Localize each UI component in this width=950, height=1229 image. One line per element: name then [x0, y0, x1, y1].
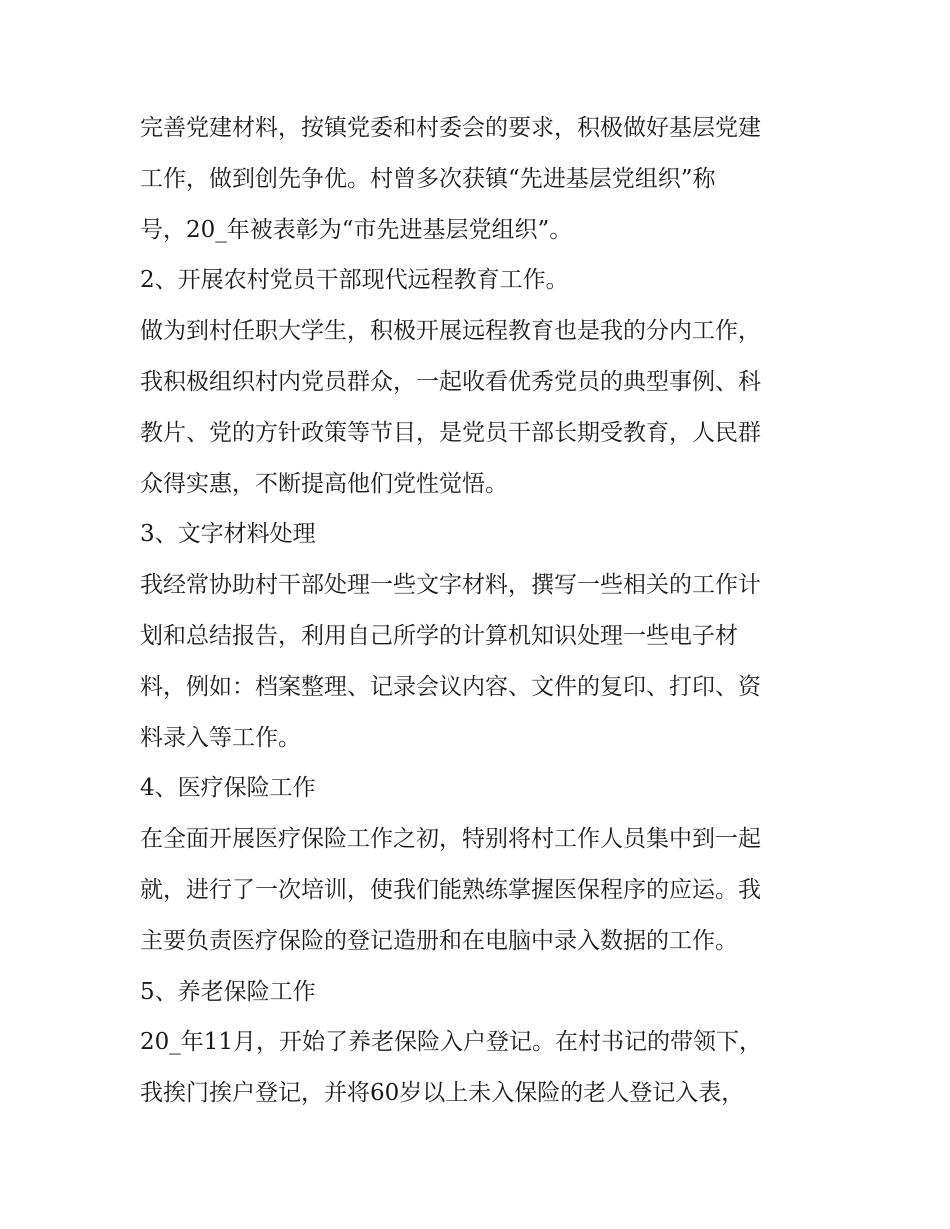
- text-line-17: 主要负责医疗保险的登记造册和在电脑中录入数据的工作。: [140, 927, 738, 954]
- text-line-20: 我挨门挨户登记，并将60岁以上未入保险的老人登记入表，: [140, 1080, 745, 1107]
- text-line-6: 我积极组织村内党员群众，一起收看优秀党员的典型事例、科: [140, 368, 761, 395]
- document-body: [140, 103, 820, 1119]
- text-line-11: 划和总结报告，利用自己所学的计算机知识处理一些电子材: [140, 622, 738, 649]
- text-line-16: 就，进行了一次培训，使我们能熟练掌握医保程序的应运。我: [140, 876, 761, 903]
- section-heading-2: 2、开展农村党员干部现代远程教育工作。: [140, 267, 569, 294]
- text-line-2: 工作，做到创先争优。村曾多次获镇“先进基层党组织”称: [140, 165, 716, 192]
- text-line-5: 做为到村任职大学生，积极开展远程教育也是我的分内工作，: [140, 318, 761, 345]
- text-line-10: 我经常协助村干部处理一些文字材料，撰写一些相关的工作计: [140, 572, 761, 599]
- text-line-12: 料，例如：档案整理、记录会议内容、文件的复印、打印、资: [140, 673, 761, 700]
- section-heading-3: 3、文字材料处理: [140, 521, 316, 548]
- text-line-13: 料录入等工作。: [140, 724, 301, 751]
- text-line-8: 众得实惠，不断提高他们党性觉悟。: [140, 470, 508, 497]
- text-line-19: 20_年11月，开始了养老保险入户登记。在村书记的带领下，: [140, 1029, 763, 1056]
- text-line-15: 在全面开展医疗保险工作之初，特别将村工作人员集中到一起: [140, 826, 761, 853]
- section-heading-4: 4、医疗保险工作: [140, 775, 316, 802]
- text-line-3: 号，20_年被表彰为“市先进基层党组织”。: [140, 216, 573, 243]
- text-line-7: 教片、党的方针政策等节目，是党员干部长期受教育，人民群: [140, 419, 761, 446]
- text-line-1: 完善党建材料，按镇党委和村委会的要求，积极做好基层党建: [140, 115, 761, 141]
- section-heading-5: 5、养老保险工作: [140, 978, 316, 1005]
